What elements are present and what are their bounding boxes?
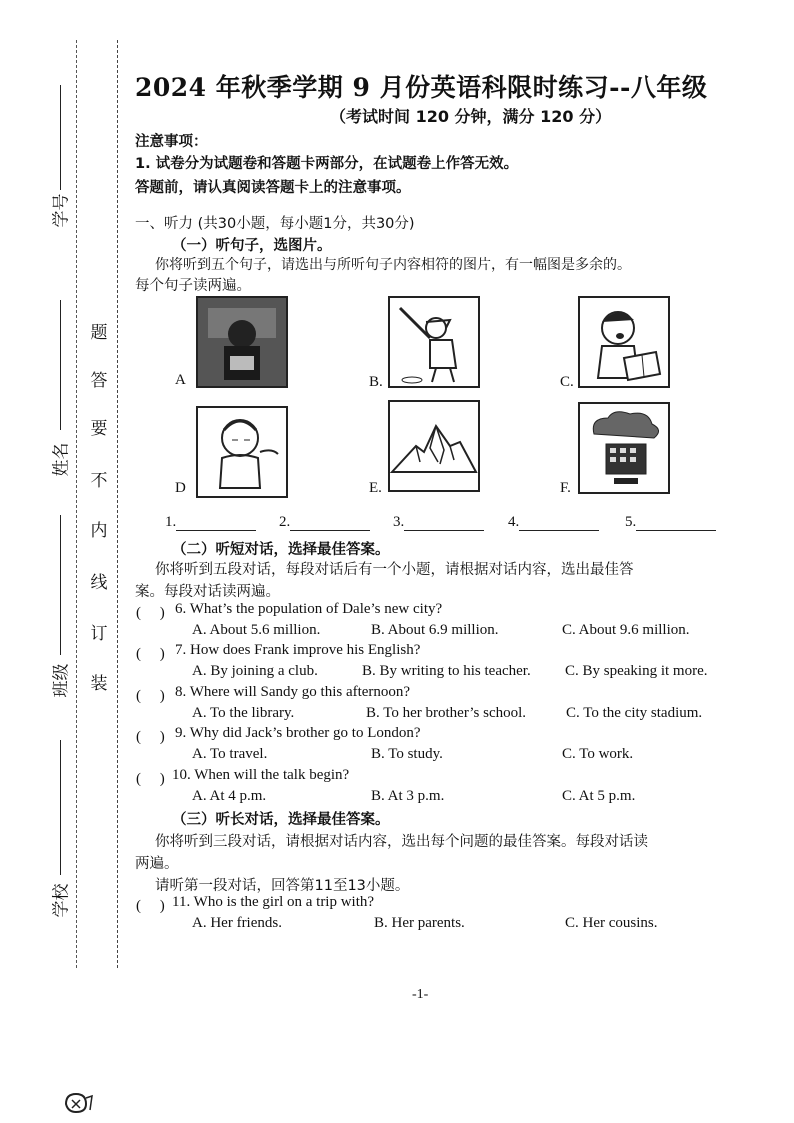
page-number: -1- (412, 987, 429, 1002)
picture-letter: B. (369, 374, 383, 390)
seal-char: 订 (90, 624, 108, 644)
seal-char: 要 (90, 419, 108, 439)
picture-letter: E. (369, 480, 382, 496)
instruction: 案。每段对话读两遍。 (135, 584, 280, 600)
blank-label: 3. (393, 514, 405, 530)
corner-logo-icon (60, 1090, 94, 1121)
question-text: 11. Who is the girl on a trip with? (172, 894, 375, 910)
option-a[interactable]: A. To travel. (192, 746, 268, 762)
option-b[interactable]: B. To her brother’s school. (366, 705, 527, 721)
blank-label: 5. (625, 514, 637, 530)
option-b[interactable]: B. About 6.9 million. (371, 622, 499, 638)
page-title: 2024 年秋季学期 9 月份英语科限时练习--八年级 (135, 73, 708, 102)
option-c[interactable]: C. To work. (562, 746, 634, 762)
instruction: 你将听到五段对话，每段对话后有一个小题，请根据对话内容，选出最佳答 (155, 562, 634, 578)
option-c[interactable]: C. By speaking it more. (565, 663, 708, 679)
picture-letter: F. (560, 480, 571, 496)
option-c[interactable]: C. Her cousins. (565, 915, 658, 931)
option-b[interactable]: B. To study. (371, 746, 443, 762)
option-a[interactable]: A. By joining a club. (192, 663, 318, 679)
seal-char: 内 (90, 521, 108, 541)
inner-binding-line (117, 40, 118, 968)
option-b[interactable]: B. At 3 p.m. (371, 788, 445, 804)
seal-char: 装 (90, 674, 108, 694)
option-b[interactable]: B. By writing to his teacher. (362, 663, 531, 679)
picture-f (578, 402, 670, 494)
student-id-label: 学号 (51, 193, 72, 228)
option-b[interactable]: B. Her parents. (374, 915, 465, 931)
answer-paren[interactable]: ( ) (136, 771, 165, 787)
notes-line: 答题前，请认真阅读答题卡上的注意事项。 (135, 180, 411, 196)
answer-paren[interactable]: ( ) (136, 646, 165, 662)
class-field[interactable] (60, 515, 61, 655)
blank-line (636, 516, 716, 531)
class-label: 班级 (51, 663, 72, 698)
option-c[interactable]: C. About 9.6 million. (562, 622, 690, 638)
option-c[interactable]: C. At 5 p.m. (562, 788, 636, 804)
answer-paren[interactable]: ( ) (136, 898, 165, 914)
blank-line (519, 516, 599, 531)
instruction: 你将听到五个句子，请选出与所听句子内容相符的图片，有一幅图是多余的。 (155, 257, 631, 273)
question-text: 9. Why did Jack’s brother go to London? (175, 725, 421, 741)
option-a[interactable]: A. At 4 p.m. (192, 788, 267, 804)
picture-c (578, 296, 670, 388)
answer-paren[interactable]: ( ) (136, 729, 165, 745)
school-field[interactable] (60, 740, 61, 875)
answer-paren[interactable]: ( ) (136, 605, 165, 621)
cold-girl-icon (198, 408, 286, 496)
blank-label: 1. (165, 514, 177, 530)
option-a[interactable]: A. To the library. (192, 705, 295, 721)
answer-blank-5[interactable] (625, 514, 716, 531)
blank-label: 4. (508, 514, 520, 530)
girl-with-books-icon (198, 298, 286, 386)
question-text: 7. How does Frank improve his English? (175, 642, 421, 658)
baseball-player-icon (390, 298, 478, 386)
answer-paren[interactable]: ( ) (136, 688, 165, 704)
page-subtitle: （考试时间 120 分钟，满分 120 分） (330, 107, 612, 126)
blank-line (290, 516, 370, 531)
picture-letter: C. (560, 374, 574, 390)
answer-blank-1[interactable] (165, 514, 256, 531)
question-text: 10. When will the talk begin? (172, 767, 350, 783)
picture-letter: A (175, 372, 186, 388)
question-text: 8. Where will Sandy go this afternoon? (175, 684, 411, 700)
section-title: 一、听力 (共30小题，每小题1分，共30分) (135, 216, 415, 232)
blank-line (404, 516, 484, 531)
name-label: 姓名 (51, 442, 72, 477)
computer-cloud-icon (580, 404, 668, 492)
part-title: （三）听长对话，选择最佳答案。 (172, 812, 390, 828)
notes-line: 1. 试卷分为试题卷和答题卡两部分，在试题卷上作答无效。 (135, 156, 519, 172)
instruction: 两遍。 (135, 856, 179, 872)
student-id-field[interactable] (60, 85, 61, 190)
picture-letter: D (175, 480, 186, 496)
blank-line (176, 516, 256, 531)
question-text: 6. What’s the population of Dale’s new city? (175, 601, 443, 617)
part-title: （一）听句子，选图片。 (172, 238, 332, 254)
blank-label: 2. (279, 514, 291, 530)
instruction: 每个句子读两遍。 (135, 278, 251, 294)
picture-a (196, 296, 288, 388)
answer-blank-3[interactable] (393, 514, 484, 531)
seal-char: 答 (90, 371, 108, 391)
answer-blank-4[interactable] (508, 514, 599, 531)
mountain-icon (390, 402, 478, 490)
part-title: （二）听短对话，选择最佳答案。 (172, 542, 390, 558)
option-a[interactable]: A. About 5.6 million. (192, 622, 321, 638)
picture-b (388, 296, 480, 388)
seal-char: 题 (90, 323, 108, 343)
picture-d (196, 406, 288, 498)
option-c[interactable]: C. To the city stadium. (566, 705, 703, 721)
school-label: 学校 (51, 883, 72, 918)
instruction: 你将听到三段对话，请根据对话内容，选出每个问题的最佳答案。每段对话读 (155, 834, 648, 850)
seal-char: 不 (90, 471, 108, 491)
picture-e (388, 400, 480, 492)
option-a[interactable]: A. Her friends. (192, 915, 282, 931)
seal-char: 线 (90, 573, 108, 593)
answer-blank-2[interactable] (279, 514, 370, 531)
instruction: 请听第一段对话，回答第11至13小题。 (155, 878, 410, 894)
notes-heading: 注意事项： (135, 134, 208, 150)
name-field[interactable] (60, 300, 61, 430)
boy-reading-book-icon (580, 298, 668, 386)
outer-binding-line (76, 40, 77, 968)
